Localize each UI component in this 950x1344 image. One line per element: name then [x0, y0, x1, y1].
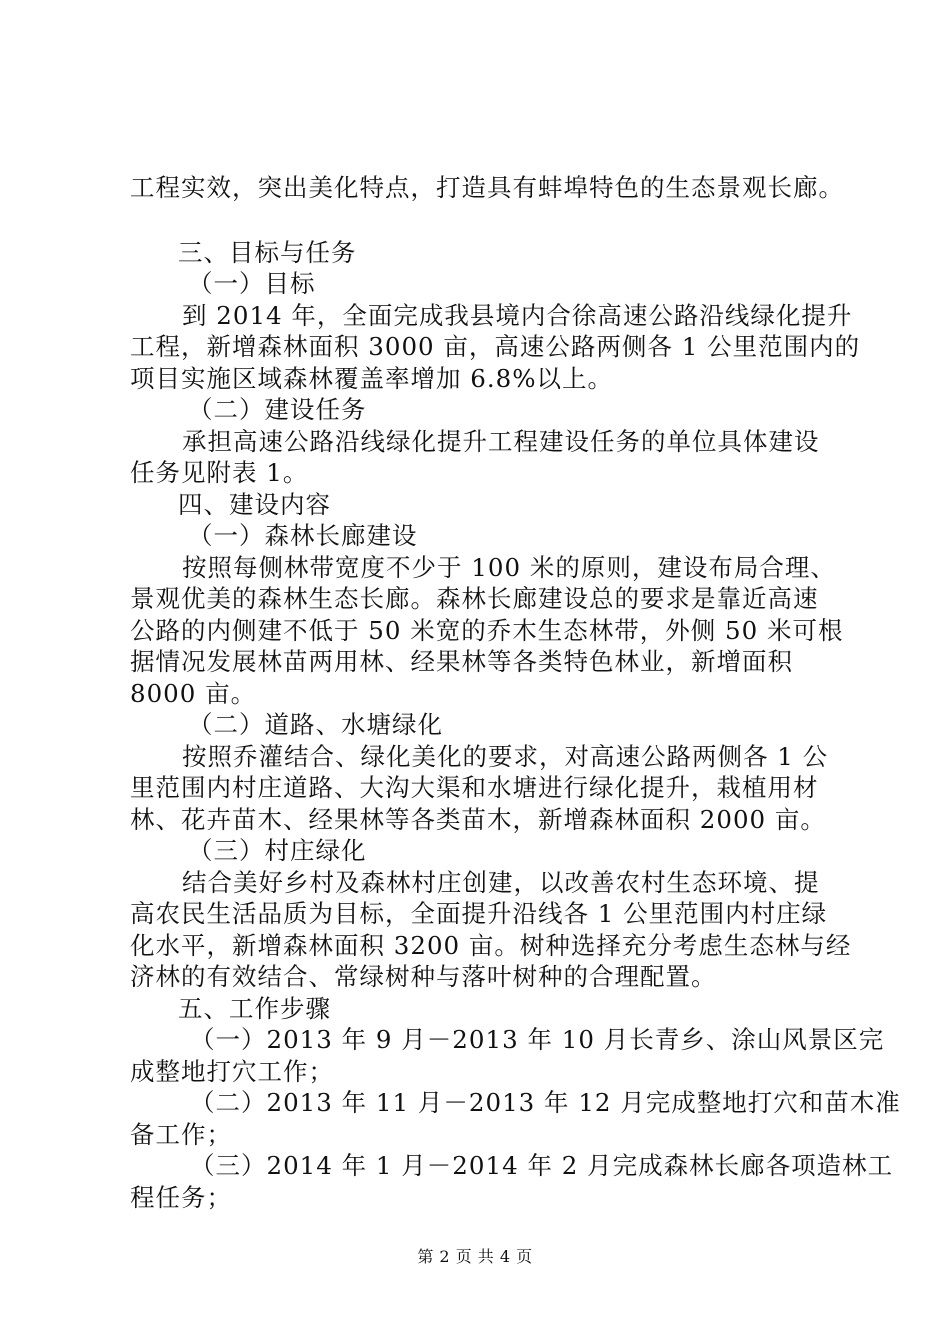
paragraph-line: 按照每侧林带宽度不少于 100 米的原则，建设布局合理、 — [182, 552, 836, 582]
paragraph-line: 里范围内村庄道路、大沟大渠和水塘进行绿化提升，栽植用材 — [130, 773, 819, 802]
paragraph-line: 按照乔灌结合、绿化美化的要求，对高速公路两侧各 1 公 — [182, 741, 829, 771]
paragraph-line: 8000 亩。 — [130, 678, 257, 708]
paragraph-line: 工程，新增森林面积 3000 亩，高速公路两侧各 1 公里范围内的 — [130, 332, 861, 361]
paragraph-line: 景观优美的森林生态长廊。森林长廊建设总的要求是靠近高速 — [130, 584, 819, 613]
section-heading: 四、建设内容 — [178, 489, 331, 519]
subsection-heading: （二）建设任务 — [188, 395, 367, 424]
paragraph-line: 公路的内侧建不低于 50 米宽的乔木生态林带，外侧 50 米可根 — [130, 615, 844, 645]
paragraph-line: （二）2013 年 11 月－2013 年 12 月完成整地打穴和苗木准 — [190, 1088, 901, 1117]
page-footer: 第 2 页 共 4 页 — [417, 1247, 533, 1266]
section-heading: 五、工作步骤 — [178, 993, 331, 1023]
paragraph-line: 任务见附表 1。 — [130, 458, 309, 487]
paragraph-line: 据情况发展林苗两用林、经果林等各类特色林业，新增面积 — [130, 647, 793, 676]
paragraph-line: 结合美好乡村及森林村庄创建，以改善农村生态环境、提 — [182, 867, 820, 897]
subsection-heading: （一）目标 — [188, 269, 316, 298]
paragraph-line: 化水平，新增森林面积 3200 亩。树种选择充分考虑生态林与经 — [130, 930, 852, 960]
paragraph-line: 济林的有效结合、常绿树种与落叶树种的合理配置。 — [130, 962, 717, 991]
section-heading: 三、目标与任务 — [178, 237, 357, 267]
paragraph-line: 到 2014 年，全面完成我县境内合徐高速公路沿线绿化提升 — [182, 300, 853, 330]
paragraph-line: 高农民生活品质为目标，全面提升沿线各 1 公里范围内村庄绿 — [130, 899, 828, 928]
paragraph-line: 项目实施区域森林覆盖率增加 6.8%以上。 — [130, 363, 614, 393]
paragraph-line: （三）2014 年 1 月－2014 年 2 月完成森林长廊各项造林工 — [190, 1151, 894, 1180]
paragraph-line: （一）2013 年 9 月－2013 年 10 月长青乡、涂山风景区完 — [190, 1025, 885, 1054]
paragraph-line: 工程实效，突出美化特点，打造具有蚌埠特色的生态景观长廊。 — [130, 173, 844, 202]
paragraph-line: 程任务； — [130, 1182, 232, 1212]
paragraph-line: 林、花卉苗木、经果林等各类苗木，新增森林面积 2000 亩。 — [130, 804, 826, 834]
paragraph-line: 备工作； — [130, 1119, 232, 1149]
subsection-heading: （三）村庄绿化 — [188, 836, 367, 865]
paragraph-line: 承担高速公路沿线绿化提升工程建设任务的单位具体建设 — [182, 426, 820, 456]
subsection-heading: （一）森林长廊建设 — [188, 521, 418, 550]
subsection-heading: （二）道路、水塘绿化 — [188, 710, 443, 739]
document-body — [130, 172, 901, 1213]
paragraph-line: 成整地打穴工作； — [130, 1056, 334, 1086]
